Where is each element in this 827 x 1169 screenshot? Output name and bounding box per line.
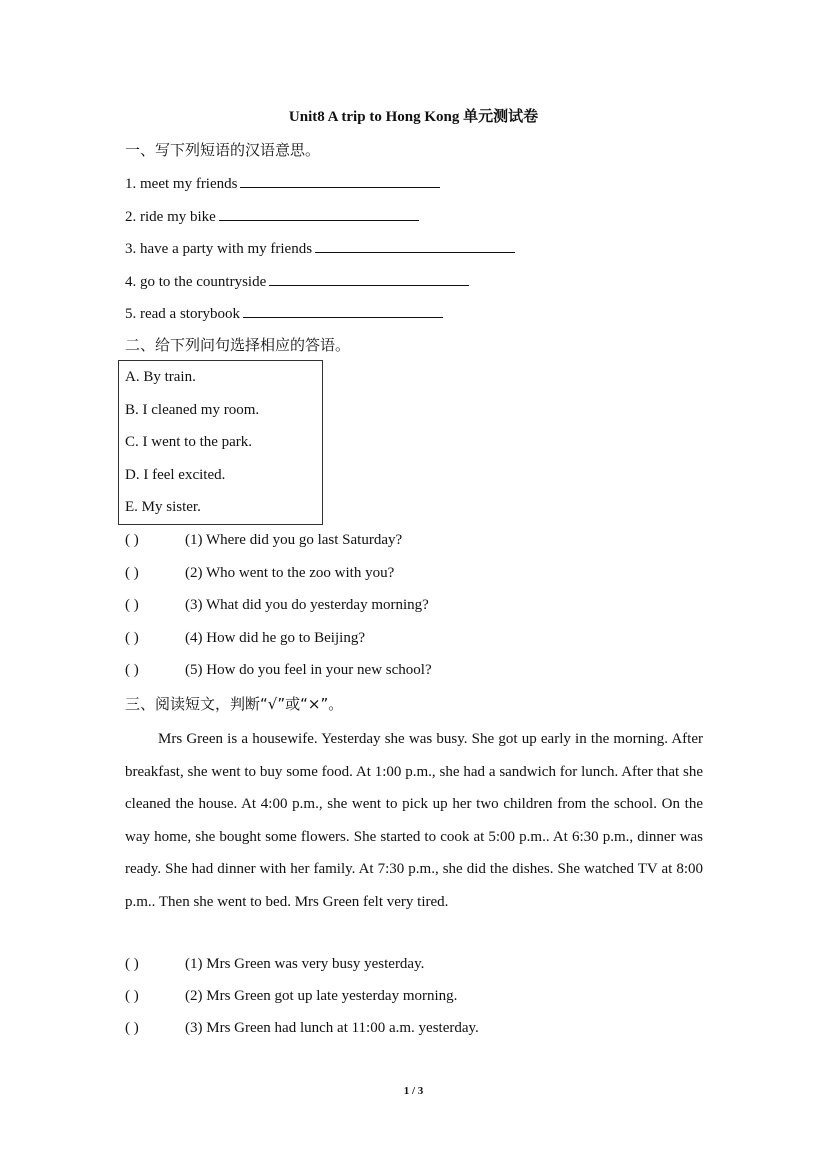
phrase-item — [125, 271, 469, 291]
answer-blank[interactable] — [240, 173, 440, 188]
answer-paren[interactable]: ( ) — [125, 630, 139, 646]
phrase-text: 1. meet my friends — [125, 176, 238, 192]
match-question — [125, 565, 394, 582]
answer-paren[interactable]: ( ) — [125, 956, 139, 972]
option-b: B. I cleaned my room. — [125, 402, 260, 418]
phrase-item — [125, 238, 515, 258]
answer-paren[interactable]: ( ) — [125, 1020, 139, 1036]
answer-paren[interactable]: ( ) — [125, 565, 139, 581]
phrase-item — [125, 303, 443, 323]
question-text: (4) How did he go to Beijing? — [185, 630, 365, 646]
phrase-text: 4. go to the countryside — [125, 274, 267, 290]
page-number: 1 / 3 — [403, 1085, 424, 1097]
option-c: C. I went to the park. — [125, 434, 253, 450]
options-box — [118, 360, 323, 525]
phrase-text: 5. read a storybook — [125, 306, 240, 322]
answer-blank[interactable] — [243, 303, 443, 318]
option-e: E. My sister. — [125, 499, 201, 515]
page-title: Unit8 A trip to Hong Kong 单元测试卷 — [288, 109, 539, 125]
judge-question — [125, 988, 457, 1005]
match-question — [125, 597, 429, 614]
question-text: (5) How do you feel in your new school? — [185, 662, 432, 678]
phrase-text: 3. have a party with my friends — [125, 241, 313, 257]
phrase-item — [125, 206, 419, 226]
question-text: (1) Where did you go last Saturday? — [185, 532, 403, 548]
match-question — [125, 662, 432, 679]
question-text: (2) Mrs Green got up late yesterday morning. — [185, 988, 458, 1004]
section2-heading: 二、给下列问句选择相应的答语。 — [125, 336, 351, 354]
match-question — [125, 532, 402, 549]
phrase-text: 2. ride my bike — [125, 209, 216, 225]
answer-paren[interactable]: ( ) — [125, 662, 139, 678]
section1-heading: 一、写下列短语的汉语意思。 — [125, 141, 321, 159]
answer-blank[interactable] — [269, 271, 469, 286]
judge-question — [125, 956, 424, 973]
phrase-item — [125, 173, 440, 193]
section3-heading: 三、阅读短文，判断“√”或“×”。 — [125, 695, 344, 713]
answer-blank[interactable] — [315, 238, 515, 253]
option-d: D. I feel excited. — [125, 467, 226, 483]
question-text: (3) Mrs Green had lunch at 11:00 a.m. yesterday. — [185, 1020, 479, 1036]
reading-passage: Mrs Green is a housewife. Yesterday she was busy. She got up early in the morning. After breakfast, she went to buy some food. At 1:00 p.m., she had a sandwich for lunch. After that she cleaned the house. At 4:00 p.m., she went to pick up her two children from the school. On the way home, she bought some flowers. She started to cook at 5:00 p.m.. At 6:30 p.m., dinner was ready. She had dinner with her family. At 7:30 p.m., she did the dishes. She watched TV at 8:00 p.m.. Then she went to bed. Mrs Green felt very tired. — [125, 731, 703, 910]
answer-paren[interactable]: ( ) — [125, 988, 139, 1004]
answer-blank[interactable] — [219, 206, 419, 221]
question-text: (3) What did you do yesterday morning? — [185, 597, 429, 613]
judge-question — [125, 1020, 479, 1037]
question-text: (2) Who went to the zoo with you? — [185, 565, 395, 581]
question-text: (1) Mrs Green was very busy yesterday. — [185, 956, 425, 972]
answer-paren[interactable]: ( ) — [125, 597, 139, 613]
match-question — [125, 630, 365, 647]
option-a: A. By train. — [125, 369, 196, 385]
answer-paren[interactable]: ( ) — [125, 532, 139, 548]
